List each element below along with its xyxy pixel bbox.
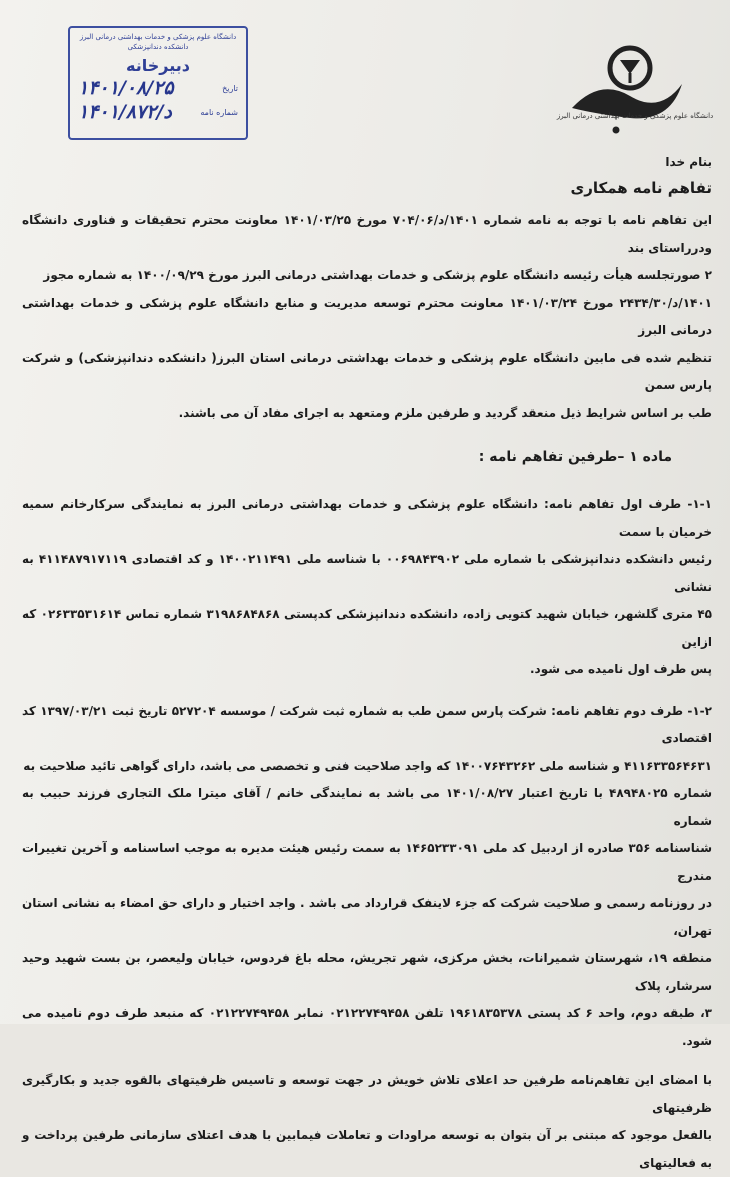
intro-line: طب بر اساس شرایط ذیل منعقد گردید و طرفین ملزم ومتعهد به اجرای مفاد آن می باشند.: [178, 405, 712, 420]
stamp-number-value: ۱۴۰۱/د/۸۷۲: [78, 101, 172, 123]
clause-1-1-line: ۴۵ متری گلشهر، خیابان شهید کتویی زاده، دانشکده دندانپزشکی کدپستی ۳۱۹۸۶۸۴۸۶۸ شماره تماس ۰۲۶۳۳۵۳۱۶۱۴ که ازاین: [22, 607, 712, 649]
paragraph-gap: [22, 1055, 712, 1067]
clause-1-1-line: ۱-۱- طرف اول تفاهم نامه: دانشگاه علوم پزشکی و خدمات بهداشتی درمانی البرز به نمایندگی سرکارخانم سمیه خرمیان با سمت: [22, 497, 712, 539]
clause-1-2-line: منطقه ۱۹، شهرستان شمیرانات، بخش مرکزی، شهر تجریش، محله باغ فردوس، خیابان ولیعصر، بن بست شهید وحید سرشار، پلاک: [22, 951, 713, 993]
stamp-faculty-name: دانشکده دندانپزشکی: [127, 43, 189, 51]
clause-1-2-line: ۴۱۱۶۳۳۵۶۴۶۳۱ و شناسه ملی ۱۴۰۰۷۶۴۳۲۶۲ که واجد صلاحیت فنی و تخصصی می باشد، دارای گواهی تائید صلاحیت به: [23, 758, 712, 773]
stamp-number-label: شماره نامه: [200, 107, 238, 117]
paragraph-gap: [22, 684, 712, 698]
clause-1-2-line: شماره ۴۸۹۴۸۰۲۵ با تاریخ اعتبار ۱۴۰۱/۰۸/۲۷ می باشد به نمایندگی خانم / آقای میترا ملک التجاری فرزند حبیب به شماره: [22, 786, 712, 828]
clause-1-1-line: پس طرف اول نامیده می شود.: [529, 662, 712, 676]
stamp-title: دبیرخانه: [126, 56, 190, 75]
document-title: تفاهم نامه همکاری: [570, 179, 712, 197]
stamp-date-row: [78, 77, 238, 99]
document-body: [22, 155, 712, 1177]
intro-line: تنظیم شده فی مابین دانشگاه علوم پزشکی و خدمات بهداشتی درمانی استان البرز( دانشکده دندانپزشکی) و شرکت پارس سمن: [22, 350, 712, 392]
clause-1-2-line: در روزنامه رسمی و صلاحیت شرکت که جزء لاینفک قرارداد می باشد . واجد اختیار و دارای حق امضاء به نشانی استان تهران،: [22, 896, 712, 938]
stamp-date-label: تاریخ: [222, 83, 238, 93]
alborz-university-emblem-icon: [560, 38, 690, 148]
section-1-heading: ماده ۱ –طرفین تفاهم نامه :: [478, 449, 672, 465]
closing-line: با امضای این تفاهم‌نامه طرفین حد اعلای تلاش خویش در جهت توسعه و تاسیس ظرفیتهای بالقوه جدید و بکارگیری ظرفیتهای: [22, 1073, 712, 1115]
clause-1-2-line: ۳، طبقه دوم، واحد ۶ کد پستی ۱۹۶۱۸۳۵۳۷۸ تلفن ۰۲۱۲۲۷۴۹۴۵۸ نمابر ۰۲۱۲۲۷۴۹۴۵۸ که منبعد طرف دوم نامیده می شود.: [22, 1006, 712, 1048]
intro-line: ۱۴۰۱/د/۲۴۳۴/۳۰ مورخ ۱۴۰۱/۰۳/۲۴ معاونت محترم توسعه مدیریت و منابع دانشگاه علوم پزشکی و خدمات بهداشتی درمانی البرز: [22, 295, 712, 337]
secretariat-stamp: [68, 26, 248, 140]
clause-1-2-line: شناسنامه ۳۵۶ صادره از اردبیل کد ملی ۱۴۶۵۲۳۳۰۹۱ به سمت رئیس هیئت مدیره به موجب اساسنامه و آخرین تغییرات مندرج: [22, 841, 713, 883]
stamp-university-name: دانشگاه علوم پزشکی و خدمات بهداشتی درمانی البرز: [79, 33, 237, 41]
intro-line: این تفاهم نامه با توجه به نامه شماره ۱۴۰۱/د/۷۰۴/۰۶ مورخ ۱۴۰۱/۰۳/۲۵ معاونت محترم تحقیقات و فناوری دانشگاه ودرراستای بند: [22, 213, 712, 255]
bename-heading: بنام خدا: [665, 155, 712, 169]
clause-1-2-line: ۱-۲- طرف دوم تفاهم نامه: شرکت پارس سمن طب به شماره ثبت شرکت / موسسه ۵۲۷۲۰۴ تاریخ ثبت ۱۳۹۷/۰۳/۲۱ کد اقتصادی: [22, 703, 712, 745]
logo-caption: دانشگاه علوم پزشکی و خدمات بهداشتی درمانی البرز: [556, 112, 714, 120]
clause-1-1-line: رئیس دانشکده دندانپزشکی با شماره ملی ۰۰۶۹۸۴۳۹۰۲ با شناسه ملی ۱۴۰۰۲۱۱۴۹۱ و کد اقتصادی ۴۱۱۴۸۷۹۱۷۱۱۹ به نشانی: [22, 552, 712, 594]
stamp-date-value: ۱۴۰۱/۰۸/۲۵: [78, 77, 174, 99]
stamp-number-row: [78, 101, 238, 123]
closing-line: بالفعل موجود که مبتنی بر آن بتوان به توسعه مراودات و تعاملات فیمابین با هدف اعتلای سازمانی طرفین پرداخت و به فعالیتهای: [22, 1128, 712, 1170]
intro-line: ۲ صورتجلسه هیأت رئیسه دانشگاه علوم پزشکی و خدمات بهداشتی درمانی البرز مورخ ۱۴۰۰/۰۹/۲۹ به شماره مجوز: [43, 268, 712, 282]
